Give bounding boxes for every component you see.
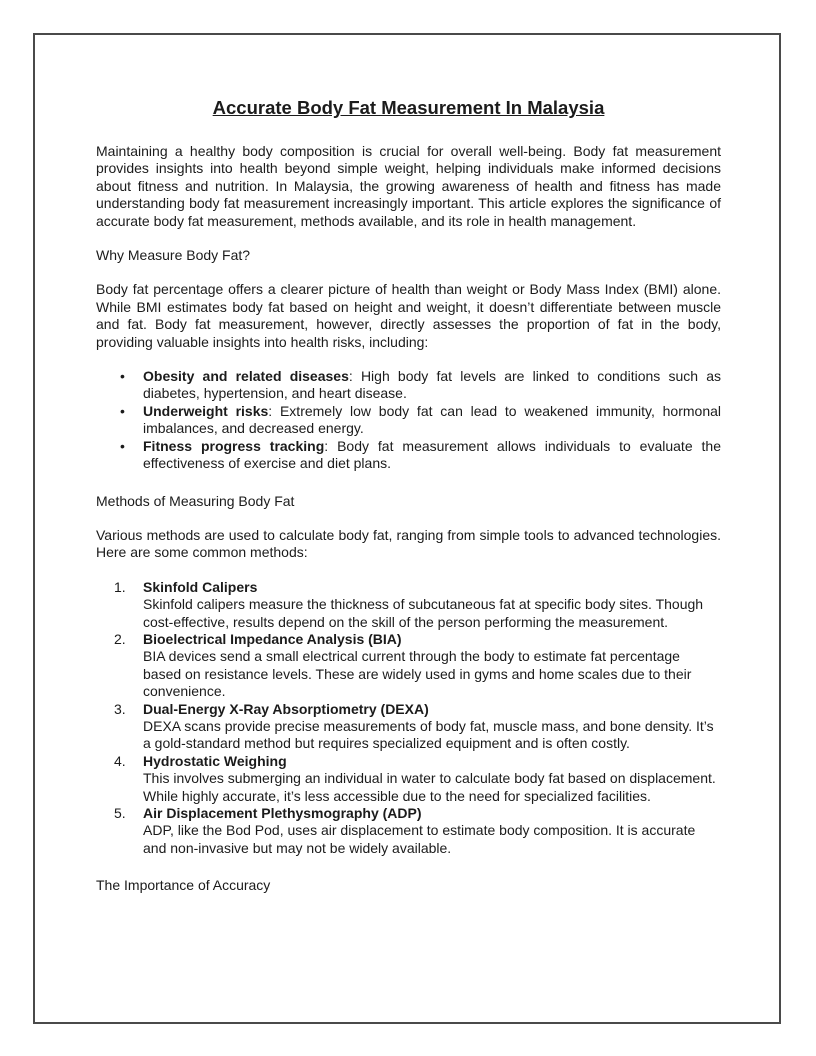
bullet-icon: • <box>120 402 125 419</box>
list-number: 3. <box>114 700 126 717</box>
why-measure-paragraph: Body fat percentage offers a clearer picture of health than weight or Body Mass Index (BMI) alone. While BMI estimates body fat based on height and weight, it doesn’t differentiate between muscle and fat. Body fat measurement, however, directly assesses the proportion of fat in the body, providing valuable insights into health risks, including: <box>96 281 721 350</box>
document-content <box>96 97 721 912</box>
bullet-icon: • <box>120 368 125 385</box>
list-item <box>96 579 721 631</box>
bullet-label: Underweight risks <box>143 402 269 419</box>
method-description: Skinfold calipers measure the thickness of subcutaneous fat at specific body sites. Though cost-effective, results depend on the skill of the person performing the measurement. <box>143 596 704 630</box>
list-number: 5. <box>114 805 126 821</box>
method-description: DEXA scans provide precise measurements of body fat, muscle mass, and bone density. It’s a gold-standard method but requires specialized equipment and is often costly. <box>143 717 714 752</box>
section-heading-why-measure: Why Measure Body Fat? <box>96 247 251 264</box>
bullet-label: Fitness progress tracking <box>143 437 325 454</box>
list-number: 2. <box>114 630 126 647</box>
list-number: 1. <box>114 578 126 595</box>
list-item <box>96 701 721 753</box>
methods-numbered-list <box>96 579 721 858</box>
list-item <box>96 368 721 403</box>
list-item <box>96 753 721 805</box>
method-name: Skinfold Calipers <box>143 578 258 595</box>
health-risks-bullet-list <box>96 368 721 472</box>
list-item <box>96 438 721 473</box>
list-item <box>96 403 721 438</box>
method-name: Dual-Energy X-Ray Absorptiometry (DEXA) <box>143 700 429 717</box>
method-description: This involves submerging an individual in water to calculate body fat based on displacement. While highly accurate, it’s less accessible due to the need for specialized facilities. <box>143 770 716 804</box>
bullet-text: : Body fat measurement allows individuals to evaluate the effectiveness of exercise and diet plans. <box>143 437 721 472</box>
method-name: Hydrostatic Weighing <box>143 752 287 769</box>
intro-paragraph: Maintaining a healthy body composition is crucial for overall well-being. Body fat measurement provides insights into health beyond simple weight, helping individuals make informed decisions about fitness and nutrition. In Malaysia, the growing awareness of health and fitness has made understanding body fat measurement increasingly important. This article explores the significance of accurate body fat measurement, methods available, and its role in health management. <box>96 143 721 229</box>
list-item <box>96 805 721 857</box>
list-number: 4. <box>114 752 126 769</box>
bullet-text: : Extremely low body fat can lead to weakened immunity, hormonal imbalances, and decreased energy. <box>143 402 722 437</box>
method-description: ADP, like the Bod Pod, uses air displacement to estimate body composition. It is accurate and non-invasive but may not be widely available. <box>143 822 696 856</box>
list-item <box>96 631 721 701</box>
section-heading-methods: Methods of Measuring Body Fat <box>96 492 295 509</box>
bullet-label: Obesity and related diseases <box>143 368 349 385</box>
document-title: Accurate Body Fat Measurement In Malaysia <box>212 97 605 118</box>
method-name: Bioelectrical Impedance Analysis (BIA) <box>143 630 402 647</box>
method-name: Air Displacement Plethysmography (ADP) <box>143 805 422 821</box>
bullet-text: : High body fat levels are linked to conditions such as diabetes, hypertension, and heart disease. <box>143 368 722 402</box>
bullet-icon: • <box>120 437 125 454</box>
section-heading-importance: The Importance of Accuracy <box>96 877 271 894</box>
method-description: BIA devices send a small electrical current through the body to estimate fat percentage based on resistance levels. These are widely used in gyms and home scales due to their convenience. <box>143 648 692 700</box>
methods-intro-paragraph: Various methods are used to calculate body fat, ranging from simple tools to advanced technologies. Here are some common methods: <box>96 526 721 561</box>
